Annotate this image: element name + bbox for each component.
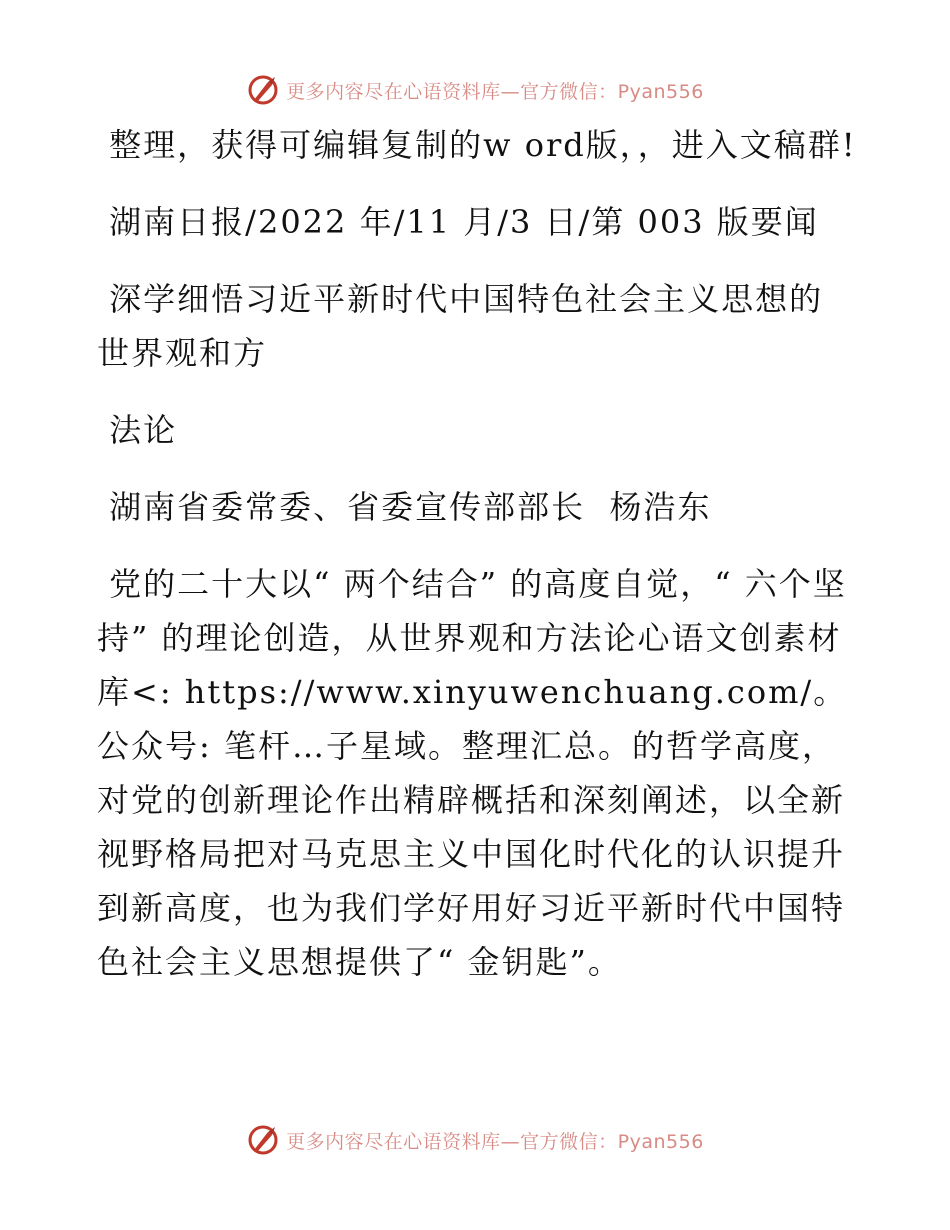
article-title-continued: 法论 bbox=[97, 411, 178, 449]
intro-paragraph: 整理，获得可编辑复制的w ord版，，进入文稿群! bbox=[97, 126, 857, 164]
author-line: 湖南省委常委、省委宣传部部长 杨浩东 bbox=[97, 488, 712, 526]
footer-banner bbox=[0, 1120, 950, 1160]
document-body bbox=[97, 118, 857, 1012]
banner-text: 更多内容尽在心语资料库—官方微信：Pyan556 bbox=[286, 1130, 704, 1153]
quill-pen-circle-icon bbox=[246, 1123, 280, 1157]
quill-pen-circle-icon bbox=[246, 73, 280, 107]
body-paragraph: 党的二十大以“ 两个结合” 的高度自觉，“ 六个坚持” 的理论创造，从世界观和方法论心语文创素材库<: https://www.xinyuwenchuang.com/。公众号: 笔杆…子星域。整理汇总。的哲学高度，对党的创新理论作出精辟概括和深刻阐述，以全新视野格局把对马克思主义中国化时代化的认识提升到新高度，也为我们学好用好习近平新时代中国特色社会主义思想提供了“ 金钥匙”。 bbox=[97, 565, 848, 981]
article-title: 深学细悟习近平新时代中国特色社会主义思想的世界观和方 bbox=[97, 280, 824, 372]
header-banner bbox=[0, 70, 950, 110]
banner-text: 更多内容尽在心语资料库—官方微信：Pyan556 bbox=[286, 80, 704, 103]
source-line: 湖南日报/2022 年/11 月/3 日/第 003 版要闻 bbox=[97, 203, 819, 241]
